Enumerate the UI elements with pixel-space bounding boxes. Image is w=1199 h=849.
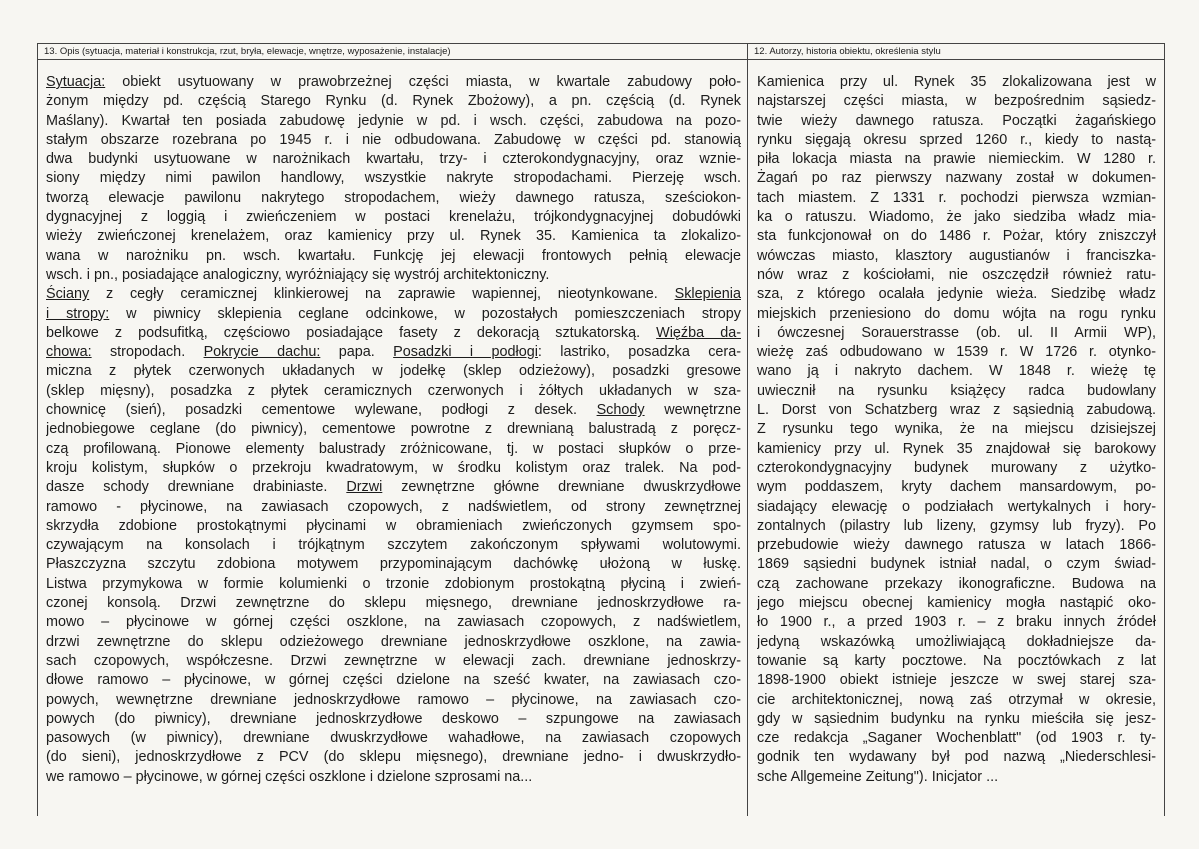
description-column xyxy=(38,44,748,816)
text-line xyxy=(757,729,1156,748)
text-run: Z rysunku tego wynika, że na miejscu dzisiejszej xyxy=(757,421,1156,438)
text-run: we ramowo – płycinowe, w górnej części oszklone i dzielone szprosami na... xyxy=(46,768,533,785)
text-run: sta funkcjonował on do 1486 r. Pożar, który zniszczył xyxy=(757,228,1156,245)
text-line xyxy=(757,459,1156,478)
text-run: czywającym na konsolach i trójkątnym szczytem zakończonym spływami wolutowymi. xyxy=(46,537,741,554)
text-line xyxy=(46,748,741,767)
text-run: czą zachowane przekazy ikonograficzne. Budowa na xyxy=(757,575,1156,592)
text-line xyxy=(757,362,1156,381)
text-line xyxy=(757,498,1156,517)
text-line xyxy=(46,517,741,536)
text-line xyxy=(46,671,741,690)
text-run: ramowo - płycinowe, na zawiasach czopowych, z nadświetlem, od strony zewnętrznej xyxy=(46,498,741,515)
text-line xyxy=(46,169,741,188)
text-run: Kamienica przy ul. Rynek 35 zlokalizowana jest w xyxy=(757,74,1156,90)
text-line xyxy=(46,768,741,787)
text-run: rynku sięgają okresu sprzed 1260 r., kiedy to nastą- xyxy=(757,131,1156,148)
text-run: Żagań po raz pierwszy nazwany został w dokumen- xyxy=(757,170,1156,187)
text-run: tach miastem. Z 1331 r. pochodzi pierwsza wzmian- xyxy=(757,189,1156,206)
text-line xyxy=(757,536,1156,555)
text-line xyxy=(757,92,1156,111)
text-run: (do sieni), jednoskrzydłowe z PCV (do sklepu mięsnego), drewniane jedno- i dwuskrzydło- xyxy=(46,749,741,766)
text-run: wsch. i pn., posiadające analogiczny, wyróżniający się wystrój architektoniczny. xyxy=(46,266,550,283)
text-run: wana w narożniku pn. wsch. kwartału. Funkcję jej elewacji frontowych pełnią elewacje xyxy=(46,247,741,264)
section-heading: Schody xyxy=(596,402,645,419)
text-line xyxy=(46,652,741,671)
section-heading: Pokrycie dachu: xyxy=(203,344,321,361)
text-run: nów wraz z kościołami, nie oszczędził również ratu- xyxy=(757,266,1156,283)
text-run: wano ją i nakryto dachem. W 1848 r. wieżę tę xyxy=(757,363,1156,380)
text-line xyxy=(757,227,1156,246)
text-run: uwiecznił na rysunku książęcy radca budowlany xyxy=(757,382,1156,399)
text-line xyxy=(757,575,1156,594)
section-heading: Więźba da- xyxy=(656,324,741,341)
text-run: z cegły ceramicznej klinkierowej na zaprawie wapiennej, nieotynkowane. xyxy=(89,286,675,303)
text-line xyxy=(757,73,1156,92)
text-line xyxy=(757,247,1156,266)
text-run: sach czopowych, współczesne. Drzwi zewnętrzne w elewacji zach. drewniane jednoskrzy- xyxy=(46,652,741,669)
text-run: Płaszczyzna szczytu zdobiona motywem przypominającym dachówkę ułożoną w łuskę. xyxy=(46,556,741,573)
text-line xyxy=(46,555,741,574)
text-line xyxy=(757,652,1156,671)
text-line xyxy=(46,459,741,478)
text-run: najstarszej części miasta, w bezpośrednim sąsiedz- xyxy=(757,93,1156,110)
text-run: ka o ratuszu. Wiadomo, że jako siedziba władz mia- xyxy=(757,209,1156,226)
text-line xyxy=(757,401,1156,420)
text-run: żonym między pd. częścią Starego Rynku (d. Rynek Zbożowy), a pn. częścią (d. Rynek xyxy=(46,93,741,110)
text-line xyxy=(46,575,741,594)
text-run: dasze schody drewniane drabiniaste. xyxy=(46,479,347,496)
text-run: powych (do piwnicy), drewniane jednoskrzydłowe deskowo – szpungowe na zawiasach xyxy=(46,710,741,727)
text-run: wówczas miasto, klasztory augustianów i franciszka- xyxy=(757,247,1156,264)
text-line xyxy=(46,324,741,343)
text-run: siony między nimi pawilon handlowy, wszystkie nakryte stropodachami. Pierzeję wsch. xyxy=(46,170,741,187)
text-line xyxy=(757,517,1156,536)
text-run: czterokondygnacyjny budynek murowany z użytko- xyxy=(757,459,1156,476)
text-run: wieżę zaś odbudowano w 1539 r. W 1726 r. otynko- xyxy=(757,344,1156,361)
text-line xyxy=(46,594,741,613)
text-run: 1898-1900 obiekt istnieje jeszcze w swej starej sza- xyxy=(757,672,1156,689)
section-heading: Sytuacja: xyxy=(46,74,106,90)
text-run: jego miejscu obecnej kamienicy mogła nastąpić oko- xyxy=(757,595,1156,612)
text-run: sche Allgemeine Zeitung"). Inicjator ... xyxy=(757,768,999,785)
text-line xyxy=(757,478,1156,497)
text-line xyxy=(757,440,1156,459)
text-run: zewnętrzne główne drewniane dwuskrzydłowe xyxy=(382,479,741,496)
text-run: kroju kolistym, słupków o przekroju kwadratowym, w środku kolistym oraz tralek. Na pod- xyxy=(46,459,741,476)
text-line xyxy=(757,189,1156,208)
text-run: wieży zwieńczonej krenelażem, oraz kamienicy przy ul. Rynek 35. Kamienica ta zlokalizo- xyxy=(46,228,741,245)
text-line xyxy=(757,266,1156,285)
text-run: piła lokacja miasta na prawie niemieckim. W 1280 r. xyxy=(757,151,1156,168)
text-line xyxy=(757,420,1156,439)
text-line xyxy=(46,305,741,324)
text-line xyxy=(46,440,741,459)
text-run: obiekt usytuowany w prawobrzeżnej części miasta, w kwartale zabudowy poło- xyxy=(105,74,741,90)
text-line xyxy=(757,768,1156,787)
text-run: Maślany). Kwartał ten posiada zabudowę jedynie w pd. i wsch. części, zabudowa na pozo- xyxy=(46,112,741,129)
text-line xyxy=(46,266,741,285)
text-line xyxy=(46,73,741,92)
text-line xyxy=(757,112,1156,131)
text-run: miczna z płytek czerwonych układanych w jodełkę (sklep odzieżowy), posadzki gresowe xyxy=(46,363,741,380)
text-run: twie wieży dawnego ratusza. Początki żagańskiego xyxy=(757,112,1156,129)
section-heading: chowa: xyxy=(46,344,92,361)
text-line xyxy=(46,343,741,362)
text-line xyxy=(757,169,1156,188)
text-run: kamienicy przy ul. Rynek 35 znajdował się barokowy xyxy=(757,440,1156,457)
text-line xyxy=(46,112,741,131)
text-run: cie architektonicznej, nową zaś otrzymał w okresie, xyxy=(757,691,1156,708)
text-run: i ówczesnej Sorauerstrasse (ob. ul. II Armii WP), xyxy=(757,324,1156,341)
text-line xyxy=(46,189,741,208)
description-text xyxy=(38,60,747,787)
section-heading: i stropy: xyxy=(46,305,110,322)
text-line xyxy=(46,420,741,439)
text-line xyxy=(757,285,1156,304)
text-line xyxy=(757,633,1156,652)
section-heading: Ściany xyxy=(46,286,90,303)
text-run: mowo – płycinowe w górnej części oszklone, na zawiasach czopowych, z nadświetlem, xyxy=(46,614,741,631)
text-run: dygnacyjnej z loggią i zwieńczeniem w postaci krenelażu, trójkondygnacyjnej dobudówki xyxy=(46,209,741,226)
text-line xyxy=(46,362,741,381)
text-run: chownicę (sień), posadzki cementowe wylewane, podłogi z desek. xyxy=(46,402,597,419)
text-run: przebudowie wieży dawnego ratusza w latach 1866- xyxy=(757,537,1156,554)
text-run: pasowych (w piwnicy), drewniane dwuskrzydłowe wahadłowe, na zawiasach czopowych xyxy=(46,730,741,747)
text-line xyxy=(757,691,1156,710)
text-line xyxy=(757,748,1156,767)
text-run: papa. xyxy=(320,344,394,361)
text-line xyxy=(46,285,741,304)
text-run: wewnętrzne xyxy=(644,402,741,419)
text-line xyxy=(46,401,741,420)
text-line xyxy=(757,613,1156,632)
text-run: dłowe ramowo – płycinowe, w górnej części dzielone na sześć kwater, na zawiasach czo- xyxy=(46,672,741,689)
section-heading: Drzwi xyxy=(346,479,383,496)
text-line xyxy=(757,671,1156,690)
text-run: w piwnicy sklepienia ceglane odcinkowe, w pozostałych pomieszczeniach stropy xyxy=(109,305,741,322)
text-run: (sklep mięsny), posadzka z płytek ceramicznych czerwonych i żółtych układanych w sza- xyxy=(46,382,741,399)
text-line xyxy=(757,131,1156,150)
text-line xyxy=(757,343,1156,362)
text-run: sza, z którego ocalała jedynie wieża. Siedzibę władz xyxy=(757,286,1156,303)
text-line xyxy=(46,710,741,729)
text-line xyxy=(46,131,741,150)
text-run: towanie są karty pocztowe. Na pocztówkach z lat xyxy=(757,652,1156,669)
text-line xyxy=(757,305,1156,324)
text-line xyxy=(46,536,741,555)
text-run: L. Dorst von Schatzberg wraz z sąsiednią zabudową. xyxy=(757,402,1156,419)
text-line xyxy=(46,208,741,227)
heritage-record-form xyxy=(37,43,1165,816)
section-heading: Sklepienia xyxy=(674,286,741,303)
text-run: stałym obszarze rozebrana po 1945 r. i nie odbudowana. Zabudowę w części pd. stanowią xyxy=(46,131,741,148)
text-run: 1869 sąsiedni budynek istniał nadal, o czym świad- xyxy=(757,556,1156,573)
text-line xyxy=(757,150,1156,169)
text-line xyxy=(46,247,741,266)
text-run: skrzydła zdobione prostokątnymi płycinami w obramieniach zwieńczonych gzymsem spo- xyxy=(46,517,741,534)
text-line xyxy=(757,555,1156,574)
text-run: ło 1900 r., a przed 1903 r. – z braku innych źródeł xyxy=(757,614,1156,631)
text-run: stropodach. xyxy=(91,344,204,361)
section-heading: Posadzki i podłogi xyxy=(393,344,538,361)
text-run: czonej konsolą. Drzwi zewnętrzne do sklepu mięsnego, drewniane jednoskrzydłowe ra- xyxy=(46,595,741,612)
text-run: : lastriko, posadzka cera- xyxy=(537,344,741,361)
text-line xyxy=(757,594,1156,613)
text-run: jedyną wskazówką umożliwiającą dokładniejsze da- xyxy=(757,633,1156,650)
text-run: Listwa przymykowa w formie kolumienki o trzonie zdobionym prostokątną płyciną i zwień- xyxy=(46,575,741,592)
text-run: belkowe z podsufitką, częściowo posiadające fasety z dekoracją sztukatorską. xyxy=(46,324,657,341)
text-run: dwa budynki usytuowane w narożnikach kwartału, trzy- i czterokondygnacyjny, oraz wznie- xyxy=(46,151,741,168)
text-line xyxy=(46,633,741,652)
text-line xyxy=(46,478,741,497)
text-run: drzwi zewnętrzne do sklepu odzieżowego drewniane jednoskrzydłowe oszklone, na zawia- xyxy=(46,633,741,650)
text-run: wym poddaszem, kryty dachem mansardowym, po- xyxy=(757,479,1156,496)
text-run: powych, wewnętrzne drewniane jednoskrzydłowe ramowo – płycinowe, na zawiasach czo- xyxy=(46,691,741,708)
text-line xyxy=(757,382,1156,401)
text-run: tworzą elewacje pawilonu nakrytego stropodachem, wieży dawnego ratusza, sześciokon- xyxy=(46,189,741,206)
history-header: 12. Autorzy, historia obiektu, określenia stylu xyxy=(748,44,1164,60)
text-line xyxy=(757,324,1156,343)
text-run: godnik ten wydawany był pod nazwą „Niederschlesi- xyxy=(757,749,1156,766)
text-run: czą profilowaną. Pionowe elementy balustrady zróżnicowane, tj. w postaci słupków o prze- xyxy=(46,440,741,457)
text-line xyxy=(46,92,741,111)
text-run: cze redakcja „Saganer Wochenblatt" (od 1903 r. ty- xyxy=(757,730,1156,747)
text-run: gdy w sąsiednim budynku na rynku mieściła się jesz- xyxy=(757,710,1156,727)
text-line xyxy=(46,691,741,710)
text-run: jednobiegowe ceglane (do piwnicy), cementowe powrotne z drewnianą balustradą z poręcz- xyxy=(46,421,741,438)
text-run: miejskich przeniesiono do domu wójta na rogu rynku xyxy=(757,305,1156,322)
description-header: 13. Opis (sytuacja, materiał i konstrukcja, rzut, bryła, elewacje, wnętrze, wyposażenie, instalacje) xyxy=(38,44,747,60)
text-run: zontalnych (pilastry lub lizeny, gzymsy lub fryzy). Po xyxy=(757,517,1156,534)
text-line xyxy=(46,227,741,246)
history-column xyxy=(748,44,1164,816)
text-line xyxy=(757,208,1156,227)
text-line xyxy=(46,613,741,632)
text-run: siadający elewację o podziałach wertykalnych i hory- xyxy=(757,498,1156,515)
text-line xyxy=(46,382,741,401)
text-line xyxy=(757,710,1156,729)
text-line xyxy=(46,729,741,748)
text-line xyxy=(46,150,741,169)
text-line xyxy=(46,498,741,517)
history-text xyxy=(748,60,1164,787)
